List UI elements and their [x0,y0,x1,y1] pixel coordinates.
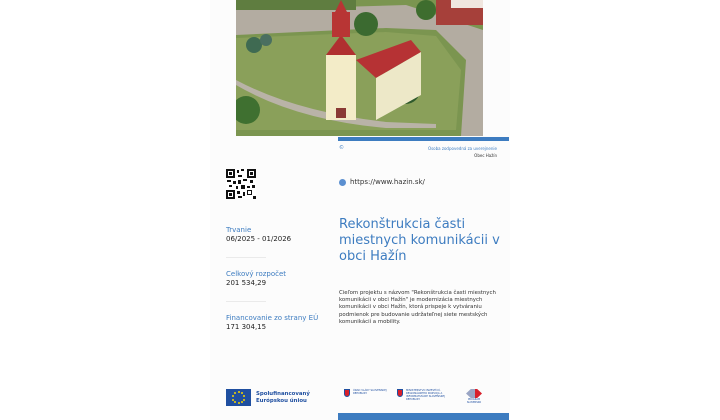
slovak-coat-of-arms-icon [397,389,403,397]
program-slovensko-mark-icon [466,389,482,398]
stat-value: 171 304,15 [226,323,267,331]
stat-value: 06/2025 - 01/2026 [226,235,292,243]
stat-value: 201 534,29 [226,279,267,287]
stat-eu-funding [226,314,326,332]
project-description: Cieľom projektu s názvom "Rekonštrukcia časti miestnych komunikácii v obci Hažín" je modernizácia miestnych komunikácii v obci Hažín, ktorá prispeje k vytváraniu podmienok pre budovanie udržateľnej siete mestských komunikácií a mobility. [339,290,496,325]
stat-duration [226,226,326,244]
divider [226,301,266,302]
project-stats [226,226,326,332]
stat-label: Financovanie zo strany EÚ [226,314,319,322]
government-office-logo: ÚRAD VLÁDY SLOVENSKEJ REPUBLIKY [344,389,393,397]
responsible-party [428,145,497,159]
responsible-label: Osoba zodpovedná za uverejnenie [427,146,497,151]
accent-bar-top [338,137,509,141]
copyright-symbol: © [339,145,344,151]
ministry-logo: MINISTERSTVO INVESTÍCIÍ, REGIONÁLNEHO ROZVOJA A INFORMATIZÁCIE SLOVENSKEJ REPUBLIKY [397,389,458,401]
divider [226,257,266,258]
slovak-coat-of-arms-icon [344,389,350,397]
qr-code[interactable] [226,169,256,199]
project-title: Rekonštrukcia časti miestnych komunikácii v obci Hažín [339,217,500,264]
website-link[interactable] [339,178,425,186]
accent-bar-bottom [338,413,509,420]
stat-label: Celkový rozpočet [226,270,287,278]
eu-cofunded-logo [226,389,310,406]
poster-page [210,0,510,420]
church-photo [236,0,483,136]
stat-total-budget [226,270,326,288]
partner-logos [344,389,514,405]
responsible-name: Obec Hažín [474,153,497,158]
eu-flag-icon [226,389,251,406]
website-url[interactable]: https://www.hazin.sk/ [350,178,425,186]
program-slovensko-logo: PROGRAM SLOVENSKO [464,389,484,404]
stat-label: Trvanie [226,226,252,234]
globe-icon [339,179,346,186]
eu-cofunded-text: Spolufinancovaný Európskou úniou [256,390,310,404]
